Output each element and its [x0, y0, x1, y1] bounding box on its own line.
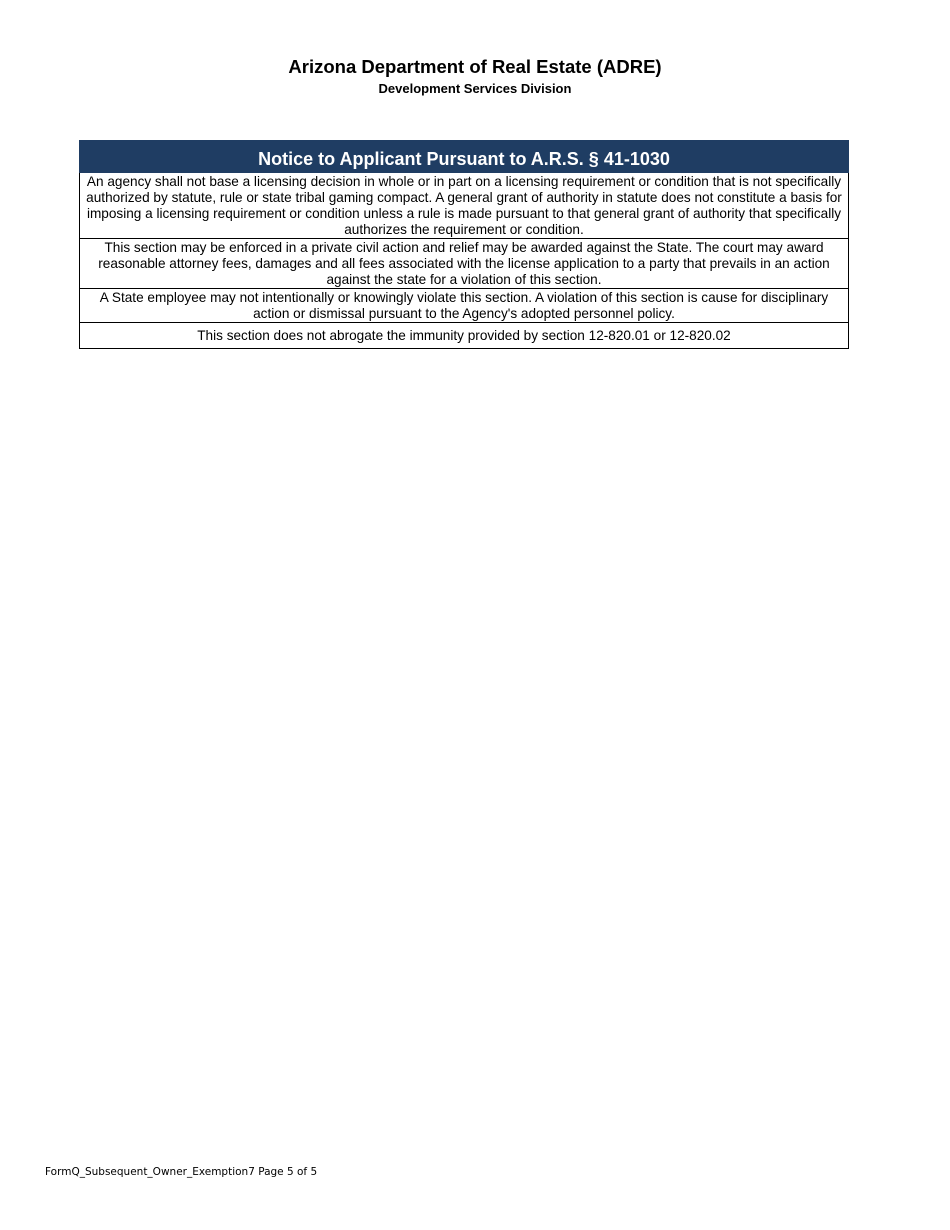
notice-row	[80, 239, 849, 289]
notice-paragraph-immunity: This section does not abrogate the immunity provided by section 12-820.01 or 12-820.02	[80, 323, 849, 349]
organization-title: Arizona Department of Real Estate (ADRE)	[288, 56, 662, 77]
notice-heading: Notice to Applicant Pursuant to A.R.S. § 41-1030	[80, 141, 849, 173]
notice-paragraph-employee: A State employee may not intentionally or knowingly violate this section. A violation of this section is cause for disciplinary action or dismissal pursuant to the Agency's adopted personnel policy.	[80, 289, 849, 323]
notice-heading-row	[80, 141, 849, 173]
notice-paragraph-licensing: An agency shall not base a licensing decision in whole or in part on a licensing requirement or condition that is not specifically authorized by statute, rule or state tribal gaming compact. A general grant of authority in statute does not constitute a basis for imposing a licensing requirement or condition unless a rule is made pursuant to that general grant of authority that specifically authorizes the requirement or condition.	[80, 173, 849, 239]
page-footer: FormQ_Subsequent_Owner_Exemption7 Page 5 of 5	[45, 1166, 318, 1178]
division-subtitle: Development Services Division	[378, 81, 572, 96]
notice-paragraph-enforcement: This section may be enforced in a private civil action and relief may be awarded against the State. The court may award reasonable attorney fees, damages and all fees associated with the license application to a party that prevails in an action against the state for a violation of this section.	[80, 239, 849, 289]
notice-row	[80, 173, 849, 239]
notice-row	[80, 323, 849, 349]
notice-row	[80, 289, 849, 323]
notice-table	[79, 140, 849, 349]
document-header	[0, 55, 950, 99]
